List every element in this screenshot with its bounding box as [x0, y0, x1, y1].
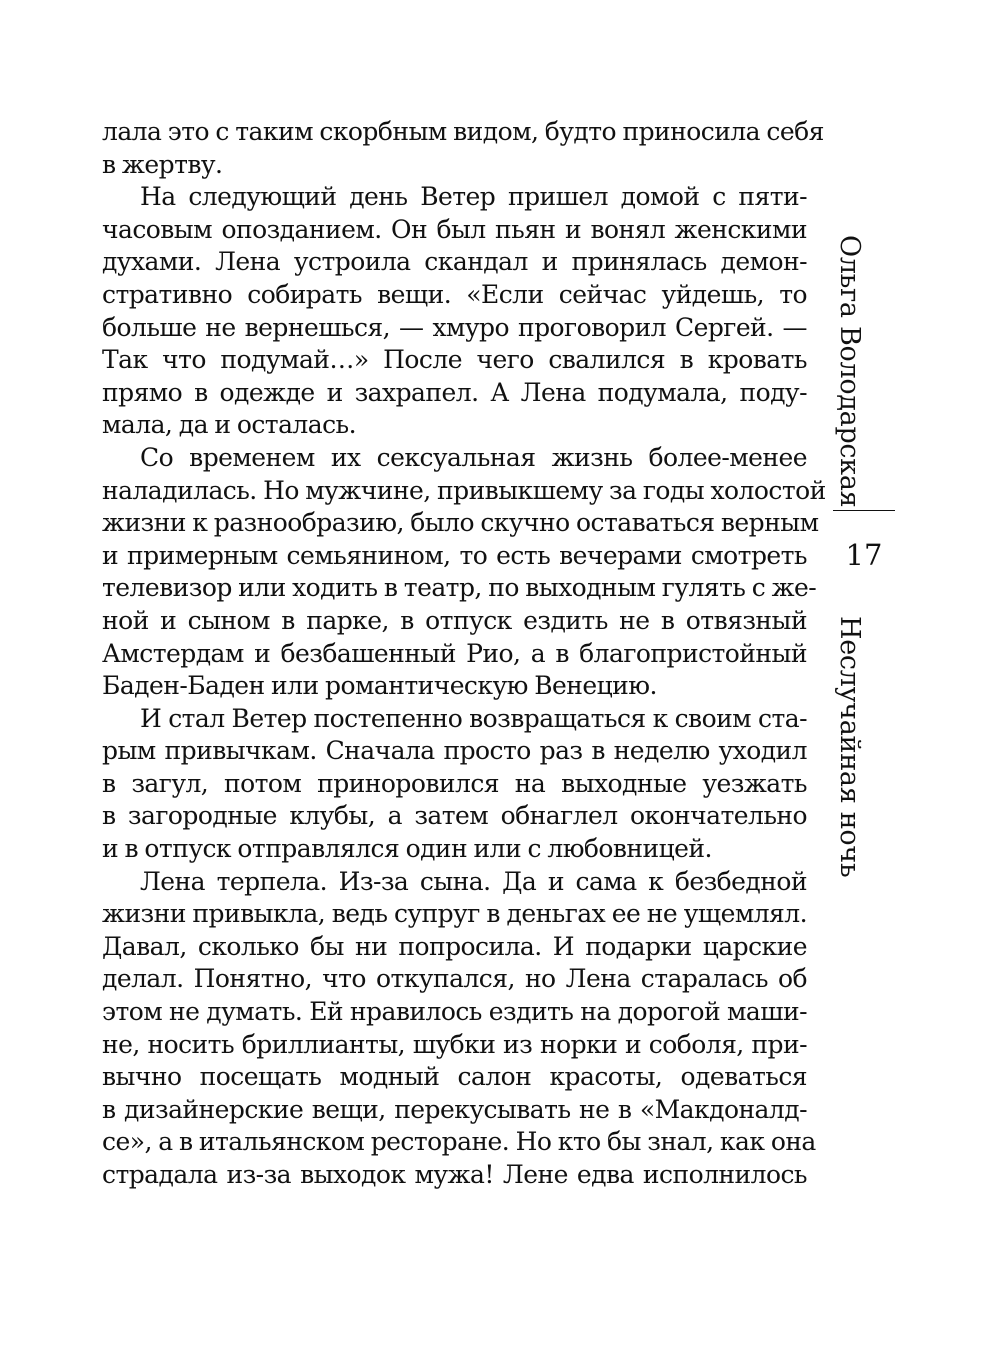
- text-line: Баден-Баден или романтическую Венецию.: [102, 671, 657, 701]
- text-line: и примерным семьянином, то есть вечерами смотреть: [102, 540, 807, 570]
- author-name: Ольга Володарская: [834, 235, 865, 508]
- paragraph-first-line: Со временем их сексуальная жизнь более-менее: [140, 442, 807, 472]
- running-header-author: [834, 235, 895, 508]
- text-line: в дизайнерские вещи, перекусывать не в «Макдоналд-: [102, 1094, 807, 1124]
- body-text: [102, 116, 826, 1192]
- page-number: 17: [845, 538, 883, 572]
- text-line: телевизор или ходить в театр, по выходным гулять с же-: [102, 573, 817, 603]
- text-line: в загородные клубы, а затем обнаглел окончательно: [102, 801, 807, 831]
- text-line: Амстердам и безбашенный Рио, а в благопристойный: [102, 638, 807, 668]
- text-line: в жертву.: [102, 149, 223, 179]
- text-line: этом не думать. Ей нравилось ездить на дорогой маши-: [102, 997, 807, 1027]
- text-line: и в отпуск отправлялся один или с любовницей.: [102, 834, 712, 864]
- book-title: Неслучайная ночь: [834, 616, 865, 878]
- text-line: рым привычкам. Сначала просто раз в неделю уходил: [102, 736, 807, 766]
- text-line: духами. Лена устроила скандал и принялась демон-: [102, 247, 807, 277]
- header-divider: [833, 510, 895, 511]
- text-line: се», а в итальянском ресторане. Но кто бы знал, как она: [102, 1127, 816, 1157]
- paragraph-first-line: И стал Ветер постепенно возвращаться к своим ста-: [140, 703, 807, 733]
- text-line: в загул, потом приноровился на выходные уезжать: [102, 768, 807, 798]
- text-line: жизни к разнообразию, было скучно оставаться верным: [102, 508, 819, 538]
- text-line: Давал, сколько бы ни попросила. И подарки царские: [102, 931, 807, 961]
- text-line: мала, да и осталась.: [102, 410, 357, 440]
- text-line: прямо в одежде и захрапел. А Лена подумала, поду-: [102, 377, 807, 407]
- text-line: вычно посещать модный салон красоты, одеваться: [102, 1062, 807, 1092]
- text-line: больше не вернешься, — хмуро проговорил Сергей. —: [102, 312, 807, 342]
- text-line: лала это с таким скорбным видом, будто приносила себя: [102, 117, 824, 146]
- running-header-title: [835, 616, 895, 876]
- text-line: делал. Понятно, что откупался, но Лена старалась об: [102, 964, 807, 994]
- paragraph-first-line: Лена терпела. Из-за сына. Да и сама к безбедной: [140, 866, 807, 896]
- text-line: стративно собирать вещи. «Если сейчас уйдешь, то: [102, 279, 807, 309]
- text-line: наладилась. Но мужчине, привыкшему за годы холостой: [102, 475, 826, 505]
- text-line: часовым опозданием. Он был пьян и вонял женскими: [102, 214, 807, 244]
- text-line: не, носить бриллианты, шубки из норки и соболя, при-: [102, 1029, 807, 1059]
- text-line: Так что подумай…» После чего свалился в кровать: [102, 345, 807, 375]
- paragraph-first-line: На следующий день Ветер пришел домой с пяти-: [140, 182, 807, 212]
- text-line: жизни привыкла, ведь супруг в деньгах ее не ущемлял.: [102, 899, 807, 929]
- text-line: страдала из-за выходок мужа! Лене едва исполнилось: [102, 1160, 807, 1189]
- text-line: ной и сыном в парке, в отпуск ездить не в отвязный: [102, 605, 807, 635]
